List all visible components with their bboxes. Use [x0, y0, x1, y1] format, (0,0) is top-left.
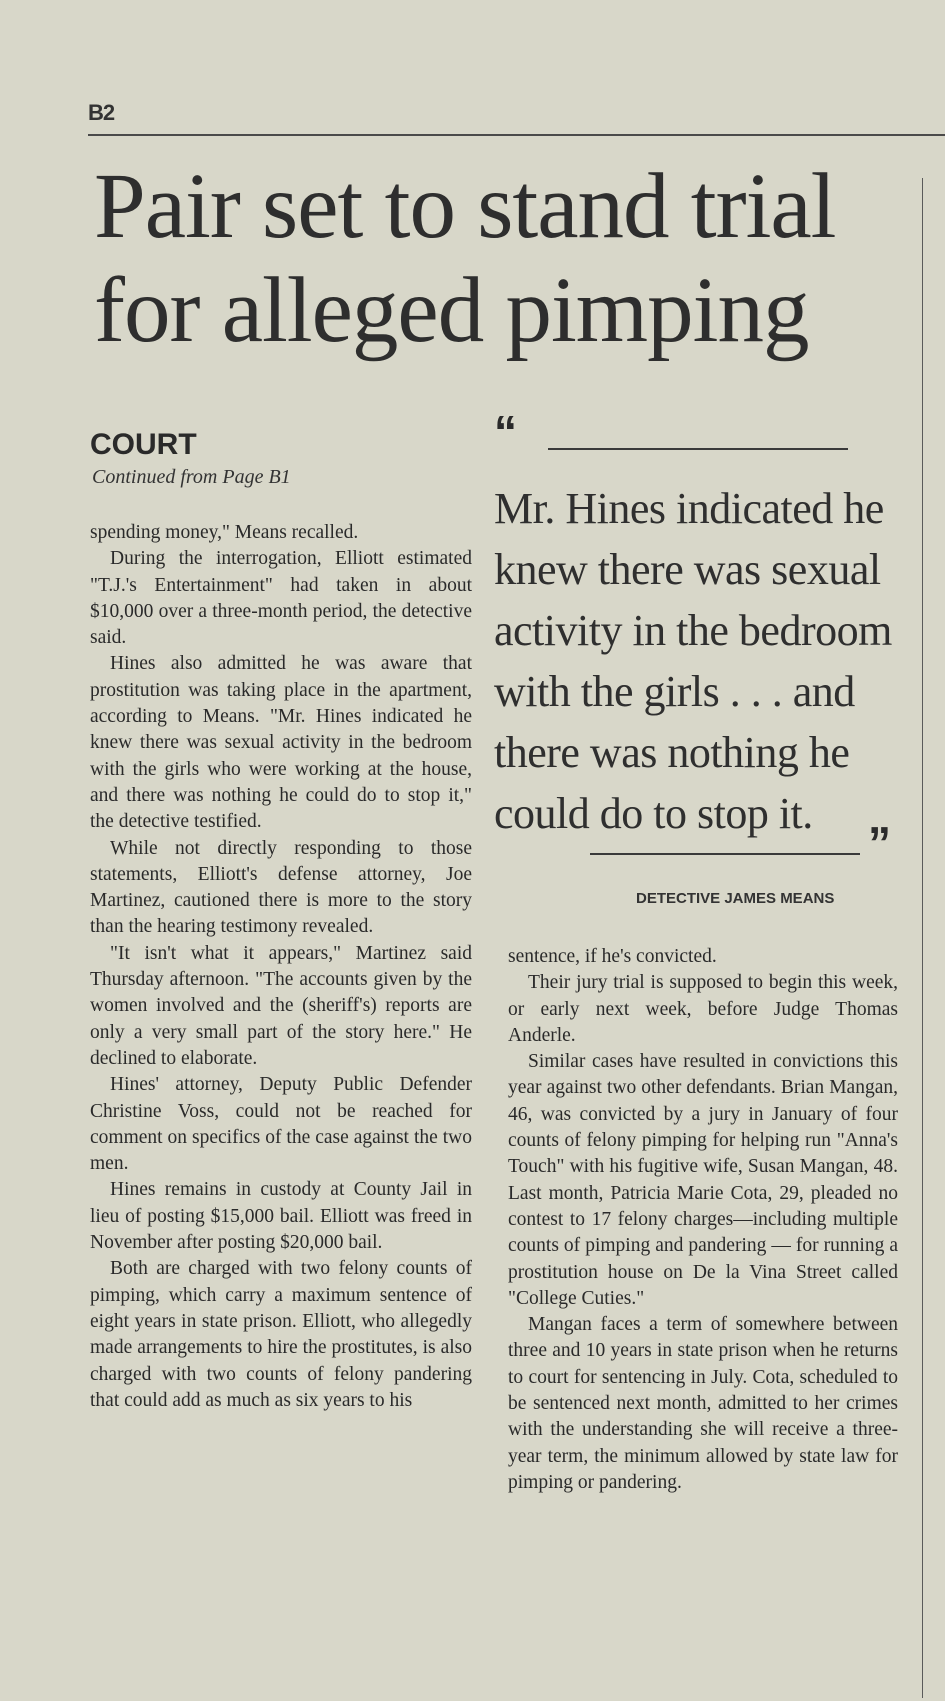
pullquote-line: Mr. Hines indicated he: [494, 484, 884, 533]
continued-from: Continued from Page B1: [92, 466, 291, 488]
paragraph: Hines also admitted he was aware that prostitution was taking place in the apartment, according to Means. "Mr. Hines indicated he knew there was sexual activity in the bedroom with the girls who were working at the house, and there was nothing he could do to stop it," the detective testified.: [90, 653, 472, 833]
article-column-2: [508, 944, 898, 1496]
paragraph: "It isn't what it appears," Martinez said Thursday afternoon. "The accounts given by the women involved and the (sheriff's) reports are only a very small part of the story here." He declined to elaborate.: [90, 942, 472, 1069]
paragraph: Both are charged with two felony counts of pimping, which carry a maximum sentence of eight years in state prison. Elliott, who allegedly made arrangements to hire the prostitutes, is also charged with two counts of felony pandering that could add as much as six years to his: [90, 1258, 472, 1411]
pullquote-attribution: DETECTIVE JAMES MEANS: [636, 890, 835, 907]
paragraph: Their jury trial is supposed to begin this week, or early next week, before Judge Thomas Anderle.: [508, 972, 898, 1046]
paragraph: Hines' attorney, Deputy Public Defender Christine Voss, could not be reached for comment on specifics of the case against the two men.: [90, 1074, 472, 1175]
pullquote-line: activity in the bedroom: [494, 606, 892, 655]
headline: [94, 155, 924, 363]
right-column-rule: [922, 178, 923, 1698]
article-column-1: [90, 520, 472, 1414]
paragraph: sentence, if he's convicted.: [508, 946, 717, 967]
pullquote-top-rule: [548, 448, 848, 450]
paragraph: Hines remains in custody at County Jail in lieu of posting $15,000 bail. Elliott was freed in November after posting $20,000 bail.: [90, 1179, 472, 1254]
paragraph: During the interrogation, Elliott estimated "T.J.'s Entertainment" had taken in about $10,000 over a three-month period, the detective said.: [90, 548, 472, 649]
open-quote-mark: “: [494, 406, 517, 458]
paragraph: While not directly responding to those statements, Elliott's defense attorney, Joe Martinez, cautioned there is more to the story than the hearing testimony revealed.: [90, 837, 472, 938]
pullquote: [494, 478, 914, 844]
pullquote-bottom-rule: [590, 853, 860, 855]
headline-line-1: Pair set to stand trial: [94, 155, 836, 258]
page-number: B2: [88, 100, 115, 125]
top-rule: [88, 134, 945, 136]
pullquote-line: knew there was sexual: [494, 545, 881, 594]
pullquote-line: there was nothing he: [494, 728, 850, 777]
paragraph: Mangan faces a term of somewhere between three and 10 years in state prison when he returns to court for sentencing in July. Cota, scheduled to be sentenced next month, admitted to her crimes with the understanding she will receive a three-year term, the minimum allowed by state law for pimping or pandering.: [508, 1314, 898, 1493]
close-quote-mark: ”: [868, 817, 891, 869]
pullquote-line: with the girls . . . and: [494, 667, 855, 716]
pullquote-line: could do to stop it.: [494, 789, 813, 838]
paragraph: spending money," Means recalled.: [90, 522, 359, 543]
section-label: COURT: [90, 428, 197, 461]
paragraph: Similar cases have resulted in convictions this year against two other defendants. Brian Mangan, 46, was convicted by a jury in January of four counts of felony pimping for helping run "Anna's Touch" with his fugitive wife, Susan Mangan, 48. Last month, Patricia Marie Cota, 29, pleaded no contest to 17 felony charges—including multiple counts of pimping and pandering — for running a prostitution house on De la Vina Street called "College Cuties.": [508, 1051, 898, 1309]
headline-line-2: for alleged pimping: [94, 259, 809, 362]
